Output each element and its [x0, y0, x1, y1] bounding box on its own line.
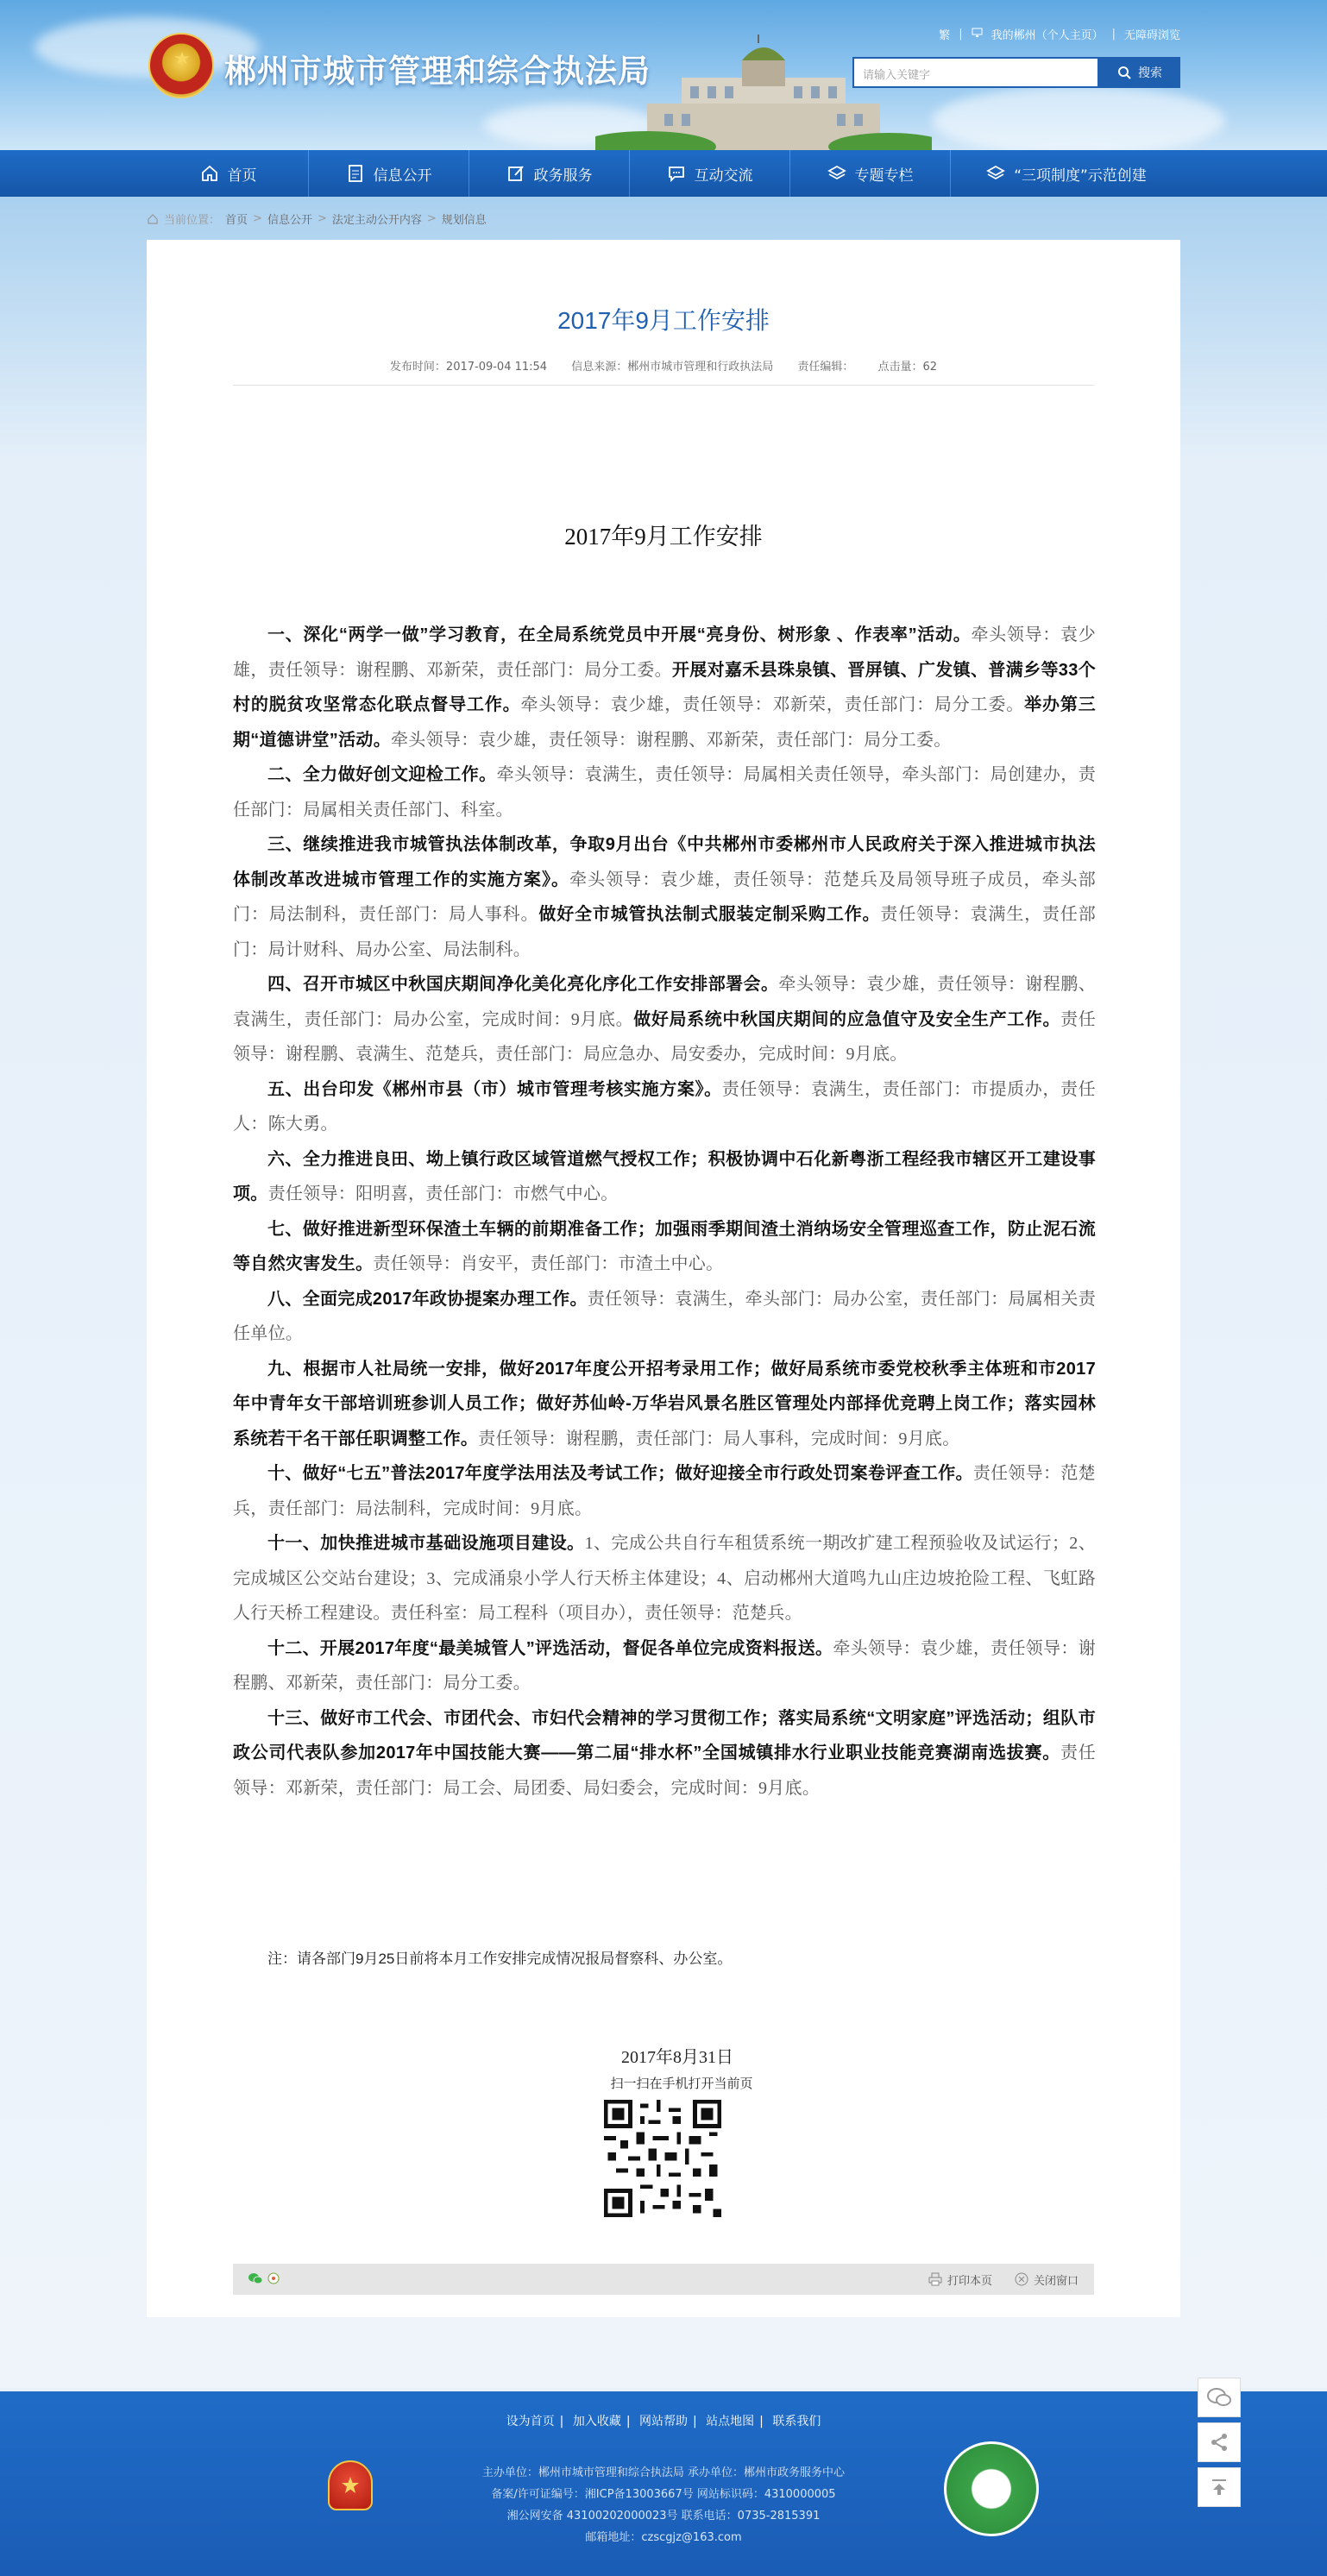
nav-item-special-topics[interactable]	[790, 150, 951, 197]
footer-icp: 备案/许可证编号：湘ICP备13003667号 网站标识码：4310000005	[491, 2488, 836, 2501]
article-panel	[147, 240, 1180, 2317]
tool-bar	[233, 2264, 1094, 2295]
nav-item-label: 信息公开	[373, 166, 432, 185]
editor: 责任编辑：	[797, 361, 854, 374]
qr-code	[604, 2100, 721, 2217]
contact-us-link[interactable]: 联系我们	[772, 2415, 821, 2428]
footer-police-record: 湘公网安备 43100202000023号 联系电话：0735-2815391	[506, 2510, 821, 2523]
paragraph: 十三、做好市工代会、市团代会、市妇代会精神的学习贯彻工作；落实局系统“文明家庭”评选活动；组队市政公司代表队参加2017年中国技能大赛——第二届“排水杯”全国城镇排水行业职业技能竞赛湖南选拔赛。责任领导：邓新荣，责任部门：局工会、局团委、局妇委会，完成时间：9月底。	[233, 1708, 1096, 1798]
paragraph: 十二、开展2017年度“最美城管人”评选活动，督促各单位完成资料报送。牵头领导：袁少雄，责任领导：谢程鹏、邓新荣，责任部门：局分工委。	[233, 1638, 1096, 1693]
paragraph: 三、继续推进我市城管执法体制改革，争取9月出台《中共郴州市委郴州市人民政府关于深入推进城市执法体制改革改进城市管理工作的实施方案》。牵头领导：袁少雄，责任领导：范楚兵及局领导班子成员，牵头部门：局法制科，责任部门：局人事科。做好全市城管执法制式服装定制采购工作。责任领导：袁满生，责任部门：局计财科、局办公室、局法制科。	[233, 835, 1096, 959]
moments-share-icon[interactable]	[267, 2271, 280, 2288]
print-label: 打印本页	[947, 2274, 992, 2288]
search-input[interactable]: 请输入关键字	[852, 57, 1099, 88]
breadcrumb-public-content[interactable]: 法定主动公开内容	[331, 214, 422, 227]
national-emblem-logo	[148, 33, 214, 98]
document-icon	[346, 164, 365, 183]
top-links: 繁 | 我的郴州（个人主页） | 无障碍浏览	[939, 28, 1180, 42]
site-help-link[interactable]: 网站帮助	[639, 2415, 688, 2428]
wechat-share-icon[interactable]	[248, 2271, 262, 2288]
qr-caption: 扫一扫在手机打开当前页	[610, 2076, 753, 2091]
set-homepage-link[interactable]: 设为首页	[506, 2415, 555, 2428]
civilized-city-badge[interactable]	[944, 2441, 1039, 2536]
paragraph: 四、召开市城区中秋国庆期间净化美化亮化序化工作安排部署会。牵头领导：袁少雄，责任领导：谢程鹏、袁满生，责任部门：局办公室，完成时间：9月底。做好局系统中秋国庆期间的应急值守及安全生产工作。责任领导：谢程鹏、袁满生、范楚兵，责任部门：局应急办、局安委办，完成时间：9月底。	[233, 975, 1096, 1064]
breadcrumb-info-disclosure[interactable]: 信息公开	[267, 214, 312, 227]
layers-icon	[986, 164, 1005, 183]
share-buttons	[248, 2271, 280, 2288]
nav-item-home[interactable]	[148, 150, 309, 197]
layers-icon	[827, 164, 846, 183]
article-meta	[147, 357, 1180, 374]
accessibility-link[interactable]: 无障碍浏览	[1123, 29, 1180, 42]
footer-email: 邮箱地址：czscgjz@163.com	[585, 2531, 742, 2544]
side-tools	[1198, 2378, 1241, 2507]
home-icon	[200, 164, 219, 183]
nav-item-gov-services[interactable]	[469, 150, 630, 197]
breadcrumb: 当前位置： 首页 > 信息公开 > 法定主动公开内容 > 规划信息	[147, 210, 487, 227]
paragraph: 八、全面完成2017年政协提案办理工作。责任领导：袁满生，牵头部门：局办公室，责任部门：局属相关责任单位。	[233, 1289, 1096, 1343]
divider	[233, 385, 1094, 386]
back-to-top-button[interactable]	[1198, 2467, 1241, 2507]
monitor-icon	[972, 28, 983, 41]
paragraph: 九、根据市人社局统一安排，做好2017年度公开招考录用工作；做好局系统市委党校秋季主体班和市2017年中青年女干部培训班参训人员工作；做好苏仙岭-万华岩风景名胜区管理处内部择优竞聘上岗工作；落实园林系统若干名干部任职调整工作。责任领导：谢程鹏，责任部门：局人事科，完成时间：9月底。	[233, 1359, 1096, 1448]
nav-item-three-systems[interactable]	[951, 150, 1182, 197]
edit-icon	[506, 164, 525, 183]
nav-item-info-disclosure[interactable]	[309, 150, 469, 197]
info-source: 信息来源：郴州市城市管理和行政执法局	[571, 361, 774, 374]
document-title: 2017年9月工作安排	[564, 524, 763, 550]
add-favorite-link[interactable]: 加入收藏	[572, 2415, 621, 2428]
nav-item-label: “三项制度”示范创建	[1014, 166, 1147, 185]
nav-item-label: 专题专栏	[854, 166, 914, 185]
share-button[interactable]	[1198, 2422, 1241, 2462]
note: 注：请各部门9月25日前将本月工作安排完成情况报局督察科、办公室。	[267, 1951, 733, 1967]
view-count: 点击量：62	[877, 361, 938, 374]
footer-sponsor: 主办单位：郴州市城市管理和综合执法局 承办单位：郴州市政务服务中心	[481, 2466, 846, 2479]
paragraph: 六、全力推进良田、坳上镇行政区域管道燃气授权工作；积极协调中石化新粤浙工程经我市辖区开工建设事项。责任领导：阳明喜，责任部门：市燃气中心。	[233, 1149, 1096, 1203]
paragraph: 二、全力做好创文迎检工作。牵头领导：袁满生，责任领导：局属相关责任领导，牵头部门：局创建办，责任部门：局属相关责任部门、科室。	[233, 765, 1097, 820]
nav-item-label: 政务服务	[533, 166, 593, 185]
article-title: 2017年9月工作安排	[557, 307, 770, 334]
home-icon	[147, 213, 159, 225]
footer	[0, 2391, 1327, 2576]
nav-item-label: 首页	[227, 166, 257, 185]
breadcrumb-home[interactable]: 首页	[225, 214, 248, 227]
footer-links: 设为首页 | 加入收藏 | 网站帮助 | 站点地图 | 联系我们	[506, 2415, 821, 2428]
sign-date: 2017年8月31日	[621, 2048, 733, 2067]
search-button-label: 搜索	[1138, 66, 1162, 80]
footer-info	[0, 2462, 1327, 2548]
traditional-chinese-link[interactable]: 繁	[939, 29, 951, 42]
wechat-button[interactable]	[1198, 2378, 1241, 2417]
paragraph: 一、深化“两学一做”学习教育，在全局系统党员中开展“亮身份、树形象 、作表率”活动。牵头领导：袁少雄，责任领导：谢程鹏、邓新荣，责任部门：局分工委。开展对嘉禾县珠泉镇、晋屏镇、广发镇、普满乡等33个村的脱贫攻坚常态化联点督导工作。牵头领导：袁少雄，责任领导：邓新荣，责任部门：局分工委。举办第三期“道德讲堂”活动。牵头领导：袁少雄，责任领导：谢程鹏、邓新荣，责任部门：局分工委。	[233, 625, 1097, 750]
close-window-button[interactable]	[1015, 2271, 1079, 2288]
breadcrumb-prefix: 当前位置：	[164, 214, 221, 227]
nav-item-label: 互动交流	[694, 166, 753, 185]
header	[0, 0, 1327, 150]
breadcrumb-planning-info[interactable]: 规划信息	[441, 214, 487, 227]
share-icon	[1209, 2432, 1230, 2453]
sitemap-link[interactable]: 站点地图	[706, 2415, 755, 2428]
publish-time: 发布时间：2017-09-04 11:54	[389, 361, 548, 374]
building-illustration	[595, 35, 932, 150]
search-icon	[1117, 66, 1131, 79]
chat-icon	[667, 164, 686, 183]
page-actions	[928, 2271, 1079, 2288]
arrow-up-icon	[1209, 2477, 1230, 2497]
search-button[interactable]	[1099, 57, 1180, 88]
document-body	[233, 618, 1096, 1806]
paragraph: 五、出台印发《郴州市县（市）城市管理考核实施方案》。责任领导：袁满生，责任部门：市提质办，责任人：陈大勇。	[233, 1079, 1096, 1134]
site-title: 郴州市城市管理和综合执法局	[224, 53, 651, 89]
paragraph: 十、做好“七五”普法2017年度学法用法及考试工作；做好迎接全市行政处罚案卷评查工作。责任领导：范楚兵，责任部门：局法制科，完成时间：9月底。	[233, 1464, 1096, 1518]
paragraph: 十一、加快推进城市基础设施项目建设。1、完成公共自行车租赁系统一期改扩建工程预验收及试运行；2、完成城区公交站台建设；3、完成涌泉小学人行天桥主体建设；4、启动郴州大道鸣九山庄边坡抢险工程、飞虹路人行天桥工程建设。责任科室：局工程科（项目办），责任领导：范楚兵。	[233, 1534, 1096, 1623]
printer-icon	[928, 2272, 942, 2286]
my-chenzhou-link[interactable]: 我的郴州（个人主页）	[991, 29, 1104, 42]
main-nav	[0, 150, 1327, 197]
wechat-icon	[1207, 2387, 1231, 2408]
paragraph: 七、做好推进新型环保渣土车辆的前期准备工作；加强雨季期间渣土消纳场安全管理巡查工作，防止泥石流等自然灾害发生。责任领导：肖安平，责任部门：市渣土中心。	[233, 1219, 1096, 1273]
print-button[interactable]	[928, 2271, 992, 2288]
nav-item-interaction[interactable]	[630, 150, 790, 197]
close-label: 关闭窗口	[1033, 2274, 1079, 2288]
close-icon	[1015, 2272, 1028, 2286]
